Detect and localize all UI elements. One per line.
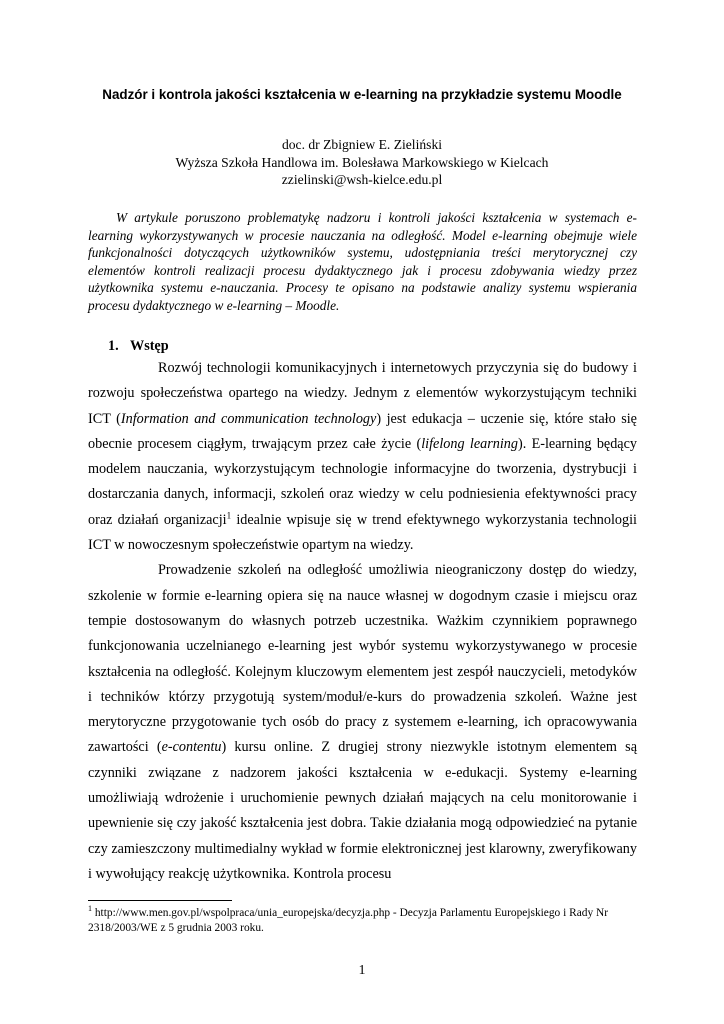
p2-text-1: Prowadzenie szkoleń na odległość umożliwia nieograniczony dostęp do wiedzy, szkolenie w formie e-learning opiera się na nauce własnej w dogodnym czasie i miejscu oraz tempie dostosowanym do własnych potrzeb uczestnika. Ważkim czynnikiem poprawnego funkcjonowania uczelnianego e-learning jest wybór systemu wykorzystywanego w procesie kształcenia na odległość. Kolejnym kluczowym elementem jest zespół nauczycieli, metodyków i techników którzy przygotują system/moduł/e-kurs do prowadzenia szkoleń. Ważne jest merytoryczne przygotowanie tych osób do pracy z systemem e-learning, ich opracowywania zawartości ( bbox=[88, 562, 637, 756]
footnote-reference[interactable]: 1 bbox=[226, 510, 232, 521]
p2-text-2: ) kursu online. Z drugiej strony niezwykle istotnym elementem są czynniki związane z nadzorem jakości kształcenia w e-edukacji. Systemy e-learning umożliwiają wdrożenie i uruchomienie pewnych działań mających na celu monitorowanie i upewnienie się czy jakość kształcenia jest dobra. Takie działania mogą odpowiedzieć na pytanie czy zamieszczony multimedialny wykład w formie elektronicznej jest klarowny, zweryfikowany i wywołujący reakcję użytkownika. Kontrola procesu bbox=[88, 739, 637, 882]
author-email: zzielinski@wsh-kielce.edu.pl bbox=[281, 172, 443, 187]
author-affiliation: Wyższa Szkoła Handlowa im. Bolesława Markowskiego w Kielcach bbox=[175, 154, 549, 170]
page-number: 1 bbox=[358, 963, 366, 978]
footnote-divider bbox=[88, 900, 232, 901]
author-block bbox=[92, 136, 632, 189]
p1-italic-lifelong: lifelong learning bbox=[421, 435, 518, 452]
p2-italic-econtent: e-contentu bbox=[161, 739, 222, 756]
body-text bbox=[88, 356, 637, 887]
p1-text-3: ). E-learning będący modelem nauczania, wykorzystującym technologie informacyjne do tworzenia, dystrybucji i dostarczania danych, informacji, szkoleń oraz wiedzy w celu podniesienia efektywności pracy oraz działań organizacji bbox=[88, 435, 637, 528]
paper-title: Nadzór i kontrola jakości kształcenia w e-learning na przykładzie systemu Moodle bbox=[102, 87, 622, 102]
paragraph-2 bbox=[88, 558, 637, 887]
p1-text-2: ) jest edukacja – uczenie się, które stało się obecnie procesem ciągłym, trwającym przez całe życie ( bbox=[88, 410, 637, 452]
footnote bbox=[88, 906, 637, 936]
footnote-marker: 1 bbox=[88, 904, 92, 914]
section-number: 1. bbox=[108, 338, 119, 354]
abstract: W artykule poruszono problematykę nadzoru i kontroli jakości kształcenia w systemach e-learning wykorzystywanych w procesie nauczania na odległość. Model e-learning obejmuje wiele funkcjonalności dotyczących użytkowników systemu, udostępniania treści merytorycznej czy elementów kontroli realizacji procesu dydaktycznego jak i procesu zdobywania wiedzy przez użytkownika systemu e-nauczania. Procesy te opisano na podstawie analizy systemu wspierania procesu dydaktycznego w e-learning – Moodle. bbox=[88, 210, 637, 313]
section-title: Wstęp bbox=[130, 338, 169, 354]
author-name: doc. dr Zbigniew E. Zieliński bbox=[281, 137, 443, 152]
paragraph-1 bbox=[88, 356, 637, 558]
p1-text-4: idealnie wpisuje się w trend efektywnego wykorzystania technologii ICT w nowoczesnym społeczeństwie opartym na wiedzy. bbox=[88, 511, 637, 554]
footnote-text: http://www.men.gov.pl/wspolpraca/unia_europejska/decyzja.php - Decyzja Parlamentu Europejskiego i Rady Nr 2318/2003/WE z 5 grudnia 2003 roku. bbox=[88, 907, 609, 934]
p1-italic-ict: Information and communication technology bbox=[120, 410, 377, 427]
section-heading bbox=[108, 338, 169, 355]
p1-text-1: Rozwój technologii komunikacyjnych i internetowych przyczynia się do budowy i rozwoju społeczeństwa opartego na wiedzy. Jednym z elementów wykorzystującym techniki ICT ( bbox=[88, 360, 637, 427]
